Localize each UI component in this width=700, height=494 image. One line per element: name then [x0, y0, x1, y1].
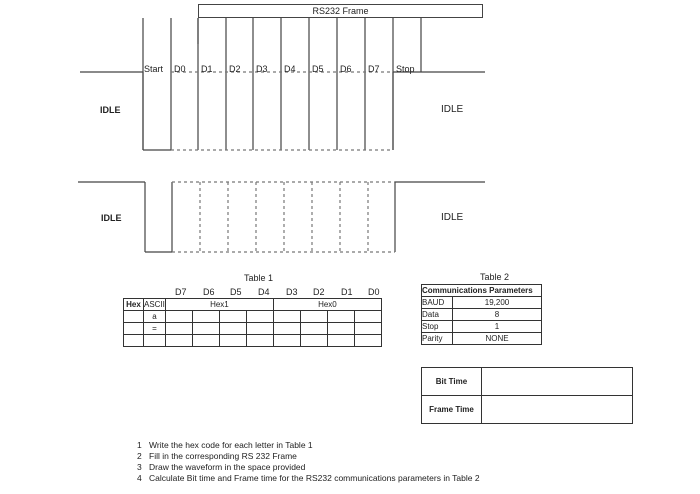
t2-label-parity: Parity — [422, 333, 453, 345]
table-row — [422, 321, 542, 333]
bit-label-d6: D6 — [340, 64, 352, 74]
bottom-waveform — [78, 182, 485, 252]
t1-group-hex0: Hex0 — [273, 299, 381, 311]
bit-label-d1: D1 — [201, 64, 213, 74]
t2-label-data: Data — [422, 309, 453, 321]
t1-col-ascii: ASCII — [144, 300, 165, 309]
t1-row1-ascii: a — [144, 311, 166, 323]
bottom-idle-left-label: IDLE — [101, 213, 122, 223]
table1-grid — [123, 298, 382, 347]
table2-grid — [421, 284, 542, 345]
t1-row2-ascii: = — [144, 323, 166, 335]
t1-row3-bit[interactable] — [327, 335, 354, 347]
table-row — [124, 311, 382, 323]
instruction-2: 2 Fill in the corresponding RS 232 Frame — [137, 451, 297, 461]
t1-row1-bit[interactable] — [192, 311, 219, 323]
bit-label-stop: Stop — [396, 64, 415, 74]
t1-row2-bit[interactable] — [246, 323, 273, 335]
t1-row1-bit[interactable] — [165, 311, 192, 323]
t1-head-d5: D5 — [230, 287, 242, 297]
table-row — [124, 335, 382, 347]
bit-label-start: Start — [144, 64, 164, 74]
table-row — [124, 299, 382, 311]
t2-header: Communications Parameters — [422, 285, 542, 297]
t1-row2-bit[interactable] — [327, 323, 354, 335]
table-row — [422, 285, 542, 297]
t1-row1-bit[interactable] — [354, 311, 381, 323]
t1-row2-bit[interactable] — [300, 323, 327, 335]
t1-row2-bit[interactable] — [219, 323, 246, 335]
t1-row1-bit[interactable] — [246, 311, 273, 323]
t1-row3-hex[interactable] — [124, 335, 144, 347]
t2-label-baud: BAUD — [422, 297, 453, 309]
bit-label-d7: D7 — [368, 64, 380, 74]
bottom-level-guides — [172, 182, 395, 252]
t1-head-d0: D0 — [368, 287, 380, 297]
t1-group-hex1: Hex1 — [165, 299, 273, 311]
t1-row3-bit[interactable] — [192, 335, 219, 347]
frame-time-answer[interactable] — [482, 396, 632, 423]
bit-label-d2: D2 — [229, 64, 241, 74]
t1-row2-bit[interactable] — [165, 323, 192, 335]
t1-row2-bit[interactable] — [354, 323, 381, 335]
t1-row3-bit[interactable] — [273, 335, 300, 347]
instruction-1: 1 Write the hex code for each letter in Table 1 — [137, 440, 313, 450]
t1-row1-bit[interactable] — [219, 311, 246, 323]
top-level-guides — [171, 72, 393, 150]
t1-row1-bit[interactable] — [273, 311, 300, 323]
t1-row3-bit[interactable] — [165, 335, 192, 347]
t1-row2-bit[interactable] — [273, 323, 300, 335]
t1-head-d3: D3 — [286, 287, 298, 297]
bit-label-d3: D3 — [256, 64, 268, 74]
table-row — [422, 309, 542, 321]
top-idle-left-label: IDLE — [100, 105, 121, 115]
t1-head-d2: D2 — [313, 287, 325, 297]
t1-row3-ascii — [144, 335, 166, 347]
t2-value-baud: 19,200 — [453, 297, 542, 309]
top-waveform — [80, 72, 485, 150]
top-bit-boundaries — [143, 18, 421, 150]
bit-label-d0: D0 — [174, 64, 186, 74]
bit-label-d4: D4 — [284, 64, 296, 74]
bit-time-label: Bit Time — [422, 368, 482, 395]
bit-label-d5: D5 — [312, 64, 324, 74]
t2-value-parity: NONE — [453, 333, 542, 345]
bit-time-box — [421, 367, 633, 396]
table2-title: Table 2 — [480, 272, 510, 282]
t1-head-d1: D1 — [341, 287, 353, 297]
frame-time-label: Frame Time — [422, 396, 482, 423]
frame-title: RS232 Frame — [198, 4, 483, 18]
t1-row1-bit[interactable] — [327, 311, 354, 323]
table-row — [124, 323, 382, 335]
t1-col-hex: Hex — [124, 299, 144, 311]
bit-time-answer[interactable] — [482, 368, 632, 395]
instruction-4: 4 Calculate Bit time and Frame time for the RS232 communications parameters in Table 2 — [137, 473, 480, 483]
top-idle-right-label: IDLE — [441, 104, 464, 115]
frame-time-box — [421, 395, 633, 424]
t1-row1-bit[interactable] — [300, 311, 327, 323]
t1-head-d6: D6 — [203, 287, 215, 297]
t1-head-d7: D7 — [175, 287, 187, 297]
bottom-idle-right-label: IDLE — [441, 212, 464, 223]
t2-value-data: 8 — [453, 309, 542, 321]
table-row — [422, 333, 542, 345]
t1-row2-hex[interactable] — [124, 323, 144, 335]
t1-row3-bit[interactable] — [246, 335, 273, 347]
t1-row1-hex[interactable] — [124, 311, 144, 323]
t2-value-stop: 1 — [453, 321, 542, 333]
t1-row3-bit[interactable] — [300, 335, 327, 347]
table1-title: Table 1 — [244, 273, 274, 283]
t2-label-stop: Stop — [422, 321, 453, 333]
instruction-3: 3 Draw the waveform in the space provided — [137, 462, 306, 472]
t1-row3-bit[interactable] — [354, 335, 381, 347]
t1-row2-bit[interactable] — [192, 323, 219, 335]
table-row — [422, 297, 542, 309]
t1-row3-bit[interactable] — [219, 335, 246, 347]
t1-head-d4: D4 — [258, 287, 270, 297]
